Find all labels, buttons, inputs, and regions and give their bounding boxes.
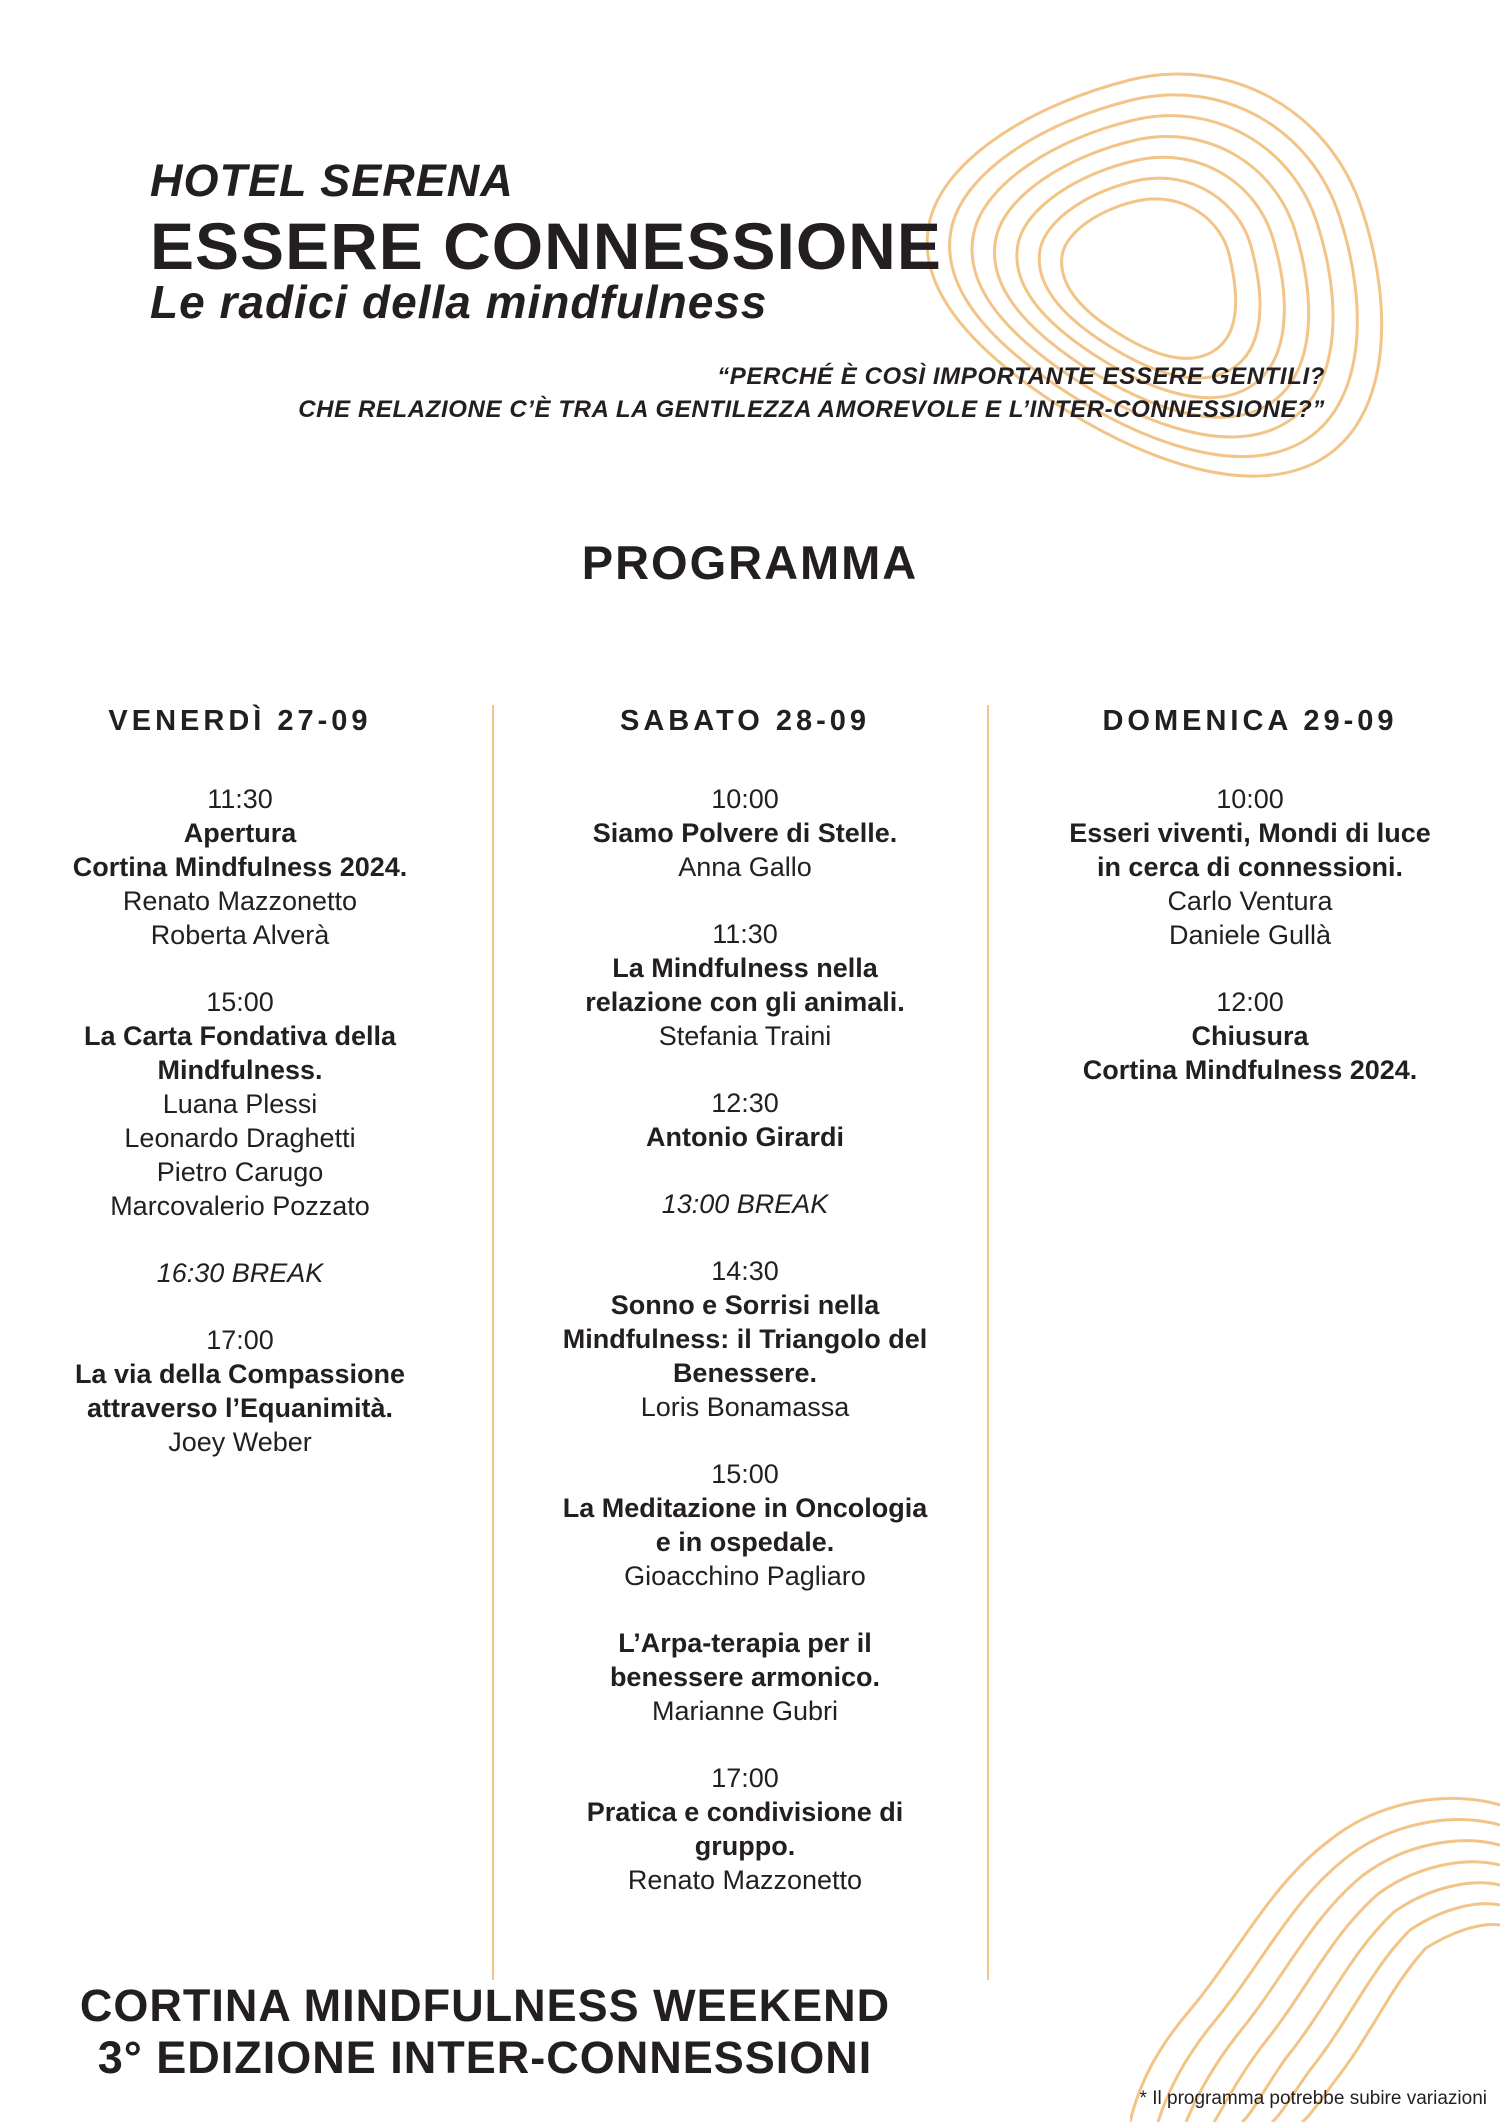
speaker-name: Renato Mazzonetto	[627, 1865, 863, 1895]
break-item	[505, 1187, 985, 1221]
schedule-item	[0, 782, 480, 952]
speaker-name: Marianne Gubri	[651, 1696, 839, 1726]
session-title: e in ospedale.	[655, 1527, 835, 1557]
event-time: 11:30	[207, 784, 273, 814]
break-label: 13:00 BREAK	[661, 1189, 829, 1219]
day-column-domenica	[1010, 700, 1490, 1120]
speaker-name: Joey Weber	[168, 1427, 312, 1457]
event-time: 10:00	[711, 784, 779, 814]
session-title: benessere armonico.	[609, 1662, 881, 1692]
session-title: Mindfulness.	[157, 1055, 323, 1085]
session-title: relazione con gli animali.	[585, 987, 905, 1017]
session-title: Siamo Polvere di Stelle.	[592, 818, 898, 848]
event-time: 17:00	[206, 1325, 274, 1355]
event-time: 15:00	[206, 987, 274, 1017]
column-divider	[492, 705, 494, 1980]
session-title: La Meditazione in Oncologia	[562, 1493, 928, 1523]
session-title: in cerca di connessioni.	[1096, 852, 1404, 882]
schedule-item	[505, 1254, 985, 1424]
speaker-name: Anna Gallo	[678, 852, 812, 882]
session-title: La Carta Fondativa della	[83, 1021, 397, 1051]
break-label: 16:30 BREAK	[156, 1258, 324, 1288]
disclaimer-note: * Il programma potrebbe subire variazioni	[1139, 2088, 1487, 2109]
concentric-rings-decoration-bottom	[1130, 1780, 1500, 2122]
schedule-item	[0, 1323, 480, 1459]
session-title: Sonno e Sorrisi nella	[610, 1290, 880, 1320]
schedule-item	[505, 1457, 985, 1593]
column-divider	[987, 705, 989, 1980]
break-item	[0, 1256, 480, 1290]
hotel-name: HOTEL SERENA	[150, 155, 514, 206]
day-heading: VENERDÌ 27-09	[108, 705, 372, 737]
event-title: ESSERE CONNESSIONE	[150, 209, 942, 283]
quote-line-1: “PERCHÉ È COSÌ IMPORTANTE ESSERE GENTILI?	[717, 363, 1325, 390]
session-title: La via della Compassione	[74, 1359, 406, 1389]
day-column-venerdi	[0, 700, 480, 1492]
footer-title	[0, 1980, 970, 2084]
speaker-name: Loris Bonamassa	[640, 1392, 850, 1422]
session-title: L’Arpa-terapia per il	[618, 1628, 872, 1658]
day-heading: SABATO 28-09	[620, 705, 870, 737]
event-time: 15:00	[711, 1459, 779, 1489]
event-time: 17:00	[711, 1763, 779, 1793]
event-time: 11:30	[712, 919, 778, 949]
session-title: La Mindfulness nella	[612, 953, 878, 983]
footer-line-2: 3° EDIZIONE INTER-CONNESSIONI	[97, 2032, 873, 2083]
session-title: Benessere.	[672, 1358, 818, 1388]
speaker-name: Leonardo Draghetti	[124, 1123, 356, 1153]
speaker-name: Roberta Alverà	[150, 920, 330, 950]
session-title: Chiusura	[1191, 1021, 1309, 1051]
session-title: gruppo.	[694, 1831, 796, 1861]
schedule-item	[0, 985, 480, 1223]
schedule-item	[505, 782, 985, 884]
schedule-item	[1010, 782, 1490, 952]
session-title: Cortina Mindfulness 2024.	[1082, 1055, 1418, 1085]
session-title: Esseri viventi, Mondi di luce	[1069, 818, 1431, 848]
session-title: Cortina Mindfulness 2024.	[72, 852, 408, 882]
session-title: attraverso l’Equanimità.	[86, 1393, 394, 1423]
session-title: Apertura	[183, 818, 297, 848]
speaker-name: Gioacchino Pagliaro	[624, 1561, 866, 1591]
schedule-item	[1010, 985, 1490, 1087]
speaker-name: Renato Mazzonetto	[122, 886, 358, 916]
concentric-rings-decoration	[900, 60, 1400, 510]
speaker-name: Daniele Gullà	[1168, 920, 1332, 950]
event-subtitle: Le radici della mindfulness	[150, 276, 768, 328]
schedule-item	[505, 917, 985, 1053]
session-title: Mindfulness: il Triangolo del	[562, 1324, 928, 1354]
quote	[298, 360, 1325, 426]
schedule-item	[505, 1761, 985, 1897]
session-title: Antonio Girardi	[646, 1122, 844, 1152]
speaker-name: Luana Plessi	[162, 1089, 318, 1119]
day-heading: DOMENICA 29-09	[1102, 705, 1398, 737]
event-time: 14:30	[711, 1256, 779, 1286]
programma-heading: PROGRAMMA	[581, 536, 919, 589]
speaker-name: Pietro Carugo	[156, 1157, 324, 1187]
day-column-sabato	[505, 700, 985, 1930]
footer-line-1: CORTINA MINDFULNESS WEEKEND	[79, 1980, 891, 2031]
event-time: 10:00	[1216, 784, 1284, 814]
event-time: 12:00	[1216, 987, 1284, 1017]
schedule-item	[505, 1086, 985, 1154]
session-title: Pratica e condivisione di	[586, 1797, 904, 1827]
schedule-item	[505, 1626, 985, 1728]
quote-line-2: CHE RELAZIONE C’È TRA LA GENTILEZZA AMOREVOLE E L’INTER-CONNESSIONE?”	[298, 396, 1325, 423]
speaker-name: Marcovalerio Pozzato	[110, 1191, 370, 1221]
speaker-name: Stefania Traini	[658, 1021, 832, 1051]
speaker-name: Carlo Ventura	[1167, 886, 1333, 916]
event-time: 12:30	[711, 1088, 779, 1118]
